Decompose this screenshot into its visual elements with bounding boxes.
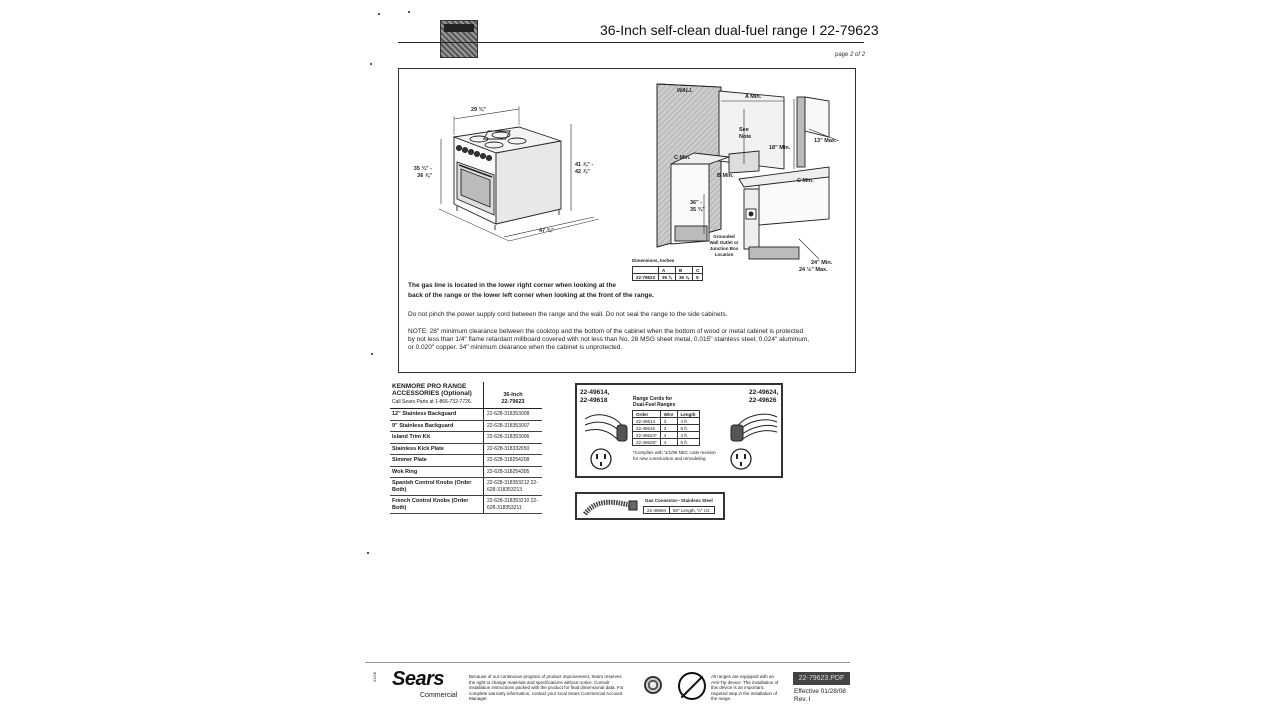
gas-line-note-2: back of the range or the lower left corner when looking at the front of the range.	[408, 292, 654, 299]
anti-tip-icon	[678, 672, 706, 700]
eighteen-min-label: 18" Min.	[769, 145, 791, 151]
cords-cell: 4	[660, 439, 677, 446]
accessories-header-left	[390, 382, 484, 408]
scan-speck	[378, 13, 380, 15]
table-row	[390, 496, 542, 514]
gas-connector-title: Gas Connector– Stainless Steel	[645, 498, 713, 503]
kenmore-pro-logo	[440, 20, 478, 58]
gas-connector-box	[575, 492, 725, 520]
clearance-note-1: NOTE: 28" minimum clearance between the cooktop and the bottom of the cabinet when the bottom of wood or metal cabinet is protected	[408, 328, 804, 335]
footer-code: 01/08	[372, 671, 377, 682]
table-row	[390, 444, 542, 456]
cords-header-cell: Order	[633, 411, 661, 418]
cords-subtitle	[633, 396, 675, 408]
accessory-part: 22-628-318332650	[487, 445, 530, 452]
c-min-left-label: C Min.	[674, 155, 691, 161]
outlet-label-2: Wall Outlet or	[709, 240, 739, 245]
height-label-1: 36" -	[690, 200, 703, 206]
thirteen-max-label: 13" Max.	[814, 138, 837, 144]
dims-cell: 22-79623	[633, 274, 659, 281]
accessory-part: 22-628-318353007	[487, 422, 530, 429]
clearance-note-3: or 0.020" copper. 34" minimum clearance when the cabinet is unprotected.	[408, 344, 623, 351]
range-width-label: 29 ¾"	[471, 107, 486, 113]
dimensions-caption: Dimensions, Inches	[632, 258, 675, 263]
accessories-title-1: KENMORE PRO RANGE	[392, 383, 467, 390]
dims-cell: 36 ⅞	[676, 274, 693, 281]
pinch-note: Do not pinch the power supply cord between the range and the wall. Do not seal the range to the side cabinets.	[408, 311, 728, 318]
dims-header-cell: C	[693, 267, 703, 274]
accessories-call: Call Sears Parts at 1-866-732-7726.	[392, 399, 473, 405]
range-height-right-1: 41 ⅞" -	[575, 162, 594, 168]
sears-logo: Sears	[392, 668, 444, 690]
accessory-part: 22-628-318254305	[487, 468, 530, 475]
cords-cell: 6 ft.	[677, 439, 699, 446]
footer-disclaimer: Because of our continuous program of product improvement, Sears reserves the right to change materials and specifications without notice. Consult installation instructions packed with the product for final dimensional data. For complete warranty information, contact your local Sears Commercial Account Manager.	[469, 674, 624, 701]
see-note-label-1: See	[739, 127, 749, 133]
table-row	[390, 409, 542, 421]
range-height-left-2: 36 ⅞"	[417, 173, 432, 179]
pdf-badge: 22-79623.PDF	[793, 672, 850, 685]
range-height-left-1: 35 ¾" -	[413, 166, 432, 172]
accessory-name: 9" Stainless Backguard	[390, 421, 484, 432]
cords-left-label-2: 22-49618	[580, 397, 608, 404]
outlet-label-4: Location	[714, 252, 734, 257]
sears-commercial-label: Commercial	[420, 692, 458, 699]
cords-header-cell: Length	[677, 411, 699, 418]
a-min-label: A Min.	[745, 94, 762, 100]
range-depth-label: 47 ¾"	[539, 228, 554, 234]
accessory-name: Island Trim Kit	[390, 432, 484, 443]
effective-date	[794, 688, 846, 704]
accessory-part: 22-628-318254208	[487, 457, 530, 463]
outlet-label-3: Junction Box	[709, 246, 739, 251]
table-row	[390, 432, 542, 444]
scan-speck	[408, 11, 410, 13]
accessory-name: 12" Stainless Backguard	[390, 409, 484, 420]
dims-cell: 9	[693, 274, 703, 281]
dimensions-table	[632, 266, 703, 281]
accessory-part: 22-628-318353212 22-628-318353213	[487, 480, 538, 493]
cords-cell: 4 ft.	[677, 418, 699, 425]
accessories-header	[390, 382, 542, 409]
cords-cell: 3	[660, 418, 677, 425]
cords-cell: 3	[660, 425, 677, 432]
depth-min-label: 24" Min.	[811, 260, 833, 266]
range-cords-box	[575, 383, 783, 478]
cords-left-label-1: 22-49614,	[580, 389, 610, 396]
scan-speck	[367, 552, 369, 554]
header-divider	[398, 42, 864, 43]
gas-order-cell: 22-49694	[644, 507, 670, 514]
accessory-name: French Control Knobs (Order Both)	[390, 496, 484, 513]
gas-spec-cell: 60" Length, ½" I.D.	[670, 507, 715, 514]
certification-seal-icon	[644, 676, 662, 694]
accessory-part: 22-628-318353006	[487, 434, 530, 440]
clearance-note-2: by not less than 1/4" flame retardant millboard covered with not less than No. 28 MSG sheet metal, 0.015" stainless steel, 0.024" aluminum,	[408, 336, 810, 343]
dims-header-cell	[633, 267, 659, 274]
scan-speck	[371, 353, 373, 355]
cords-cell: 4 ft.	[677, 432, 699, 439]
cords-right-label-2: 22-49626	[749, 397, 777, 404]
gas-connector-table	[643, 506, 715, 514]
cords-cell: 22-49616	[633, 425, 661, 432]
range-cord-4wire-illustration	[725, 409, 781, 475]
cords-cell: 22-49614	[633, 418, 661, 425]
accessories-header-right	[484, 382, 542, 408]
wall-label: WALL	[677, 88, 693, 94]
table-row	[390, 421, 542, 433]
footer-divider	[365, 662, 850, 663]
cords-table	[632, 410, 700, 446]
accessory-part: 22-628-318353008	[487, 411, 530, 417]
b-min-label: B Min.	[717, 173, 734, 179]
dims-header-cell: B	[676, 267, 693, 274]
dims-cell: 35 ¾	[659, 274, 676, 281]
range-height-right-2: 42 ⅞"	[575, 169, 590, 175]
accessories-title-2: ACCESSORIES (Optional)	[392, 390, 472, 397]
gas-connector-illustration	[581, 496, 641, 518]
cords-subtitle-1: Range Cords for	[633, 396, 673, 402]
c-min-right-label: C Min.	[797, 178, 814, 184]
height-label-2: 35 ¾"	[690, 207, 705, 213]
accessories-col-2: 22-79623	[501, 399, 525, 405]
range-cord-3wire-illustration	[579, 409, 631, 475]
anti-tip-text: All ranges are equipped with an Anti-Tip device. The installation of this device is an important, required step in the installation of the range.	[711, 674, 779, 701]
accessory-name: Spanish Control Knobs (Order Both)	[390, 478, 484, 495]
table-row	[390, 455, 542, 467]
scan-speck	[370, 63, 372, 65]
installation-drawing	[657, 84, 839, 259]
cords-note: *Complies with '1/1/96 NEC code revision for new construction and remodeling	[633, 450, 716, 461]
accessory-name: Stainless Kick Plate	[390, 444, 484, 455]
effective-date-text: Effective 01/28/08	[794, 688, 846, 695]
page-number: page 2 of 2	[835, 52, 866, 58]
gas-line-note-1: The gas line is located in the lower right corner when looking at the	[408, 282, 617, 289]
table-row	[390, 467, 542, 479]
accessory-name: Wok Ring	[390, 467, 484, 478]
cords-cell: 6 ft.	[677, 425, 699, 432]
dims-header-cell: A	[659, 267, 676, 274]
cords-cell: 4	[660, 432, 677, 439]
accessories-col-1: 36-Inch	[503, 392, 523, 398]
outlet-label-1: Grounded	[713, 234, 735, 239]
revision-text: Rev. I	[794, 696, 811, 703]
cords-cell: 22-49624*	[633, 432, 661, 439]
accessory-part: 22-628-318353210 22-628-318353211	[487, 498, 538, 511]
accessory-name: Simmer Plate	[390, 455, 484, 466]
accessories-table	[390, 382, 542, 514]
cords-right-label-1: 22-49624,	[749, 389, 779, 396]
table-row	[390, 478, 542, 496]
see-note-label-2: Note	[739, 134, 752, 140]
cords-header-cell: Wire	[660, 411, 677, 418]
cords-cell: 22-49626*	[633, 439, 661, 446]
depth-max-label: 24 ½" Max.	[799, 267, 828, 273]
page-title: 36-Inch self-clean dual-fuel range I 22-79623	[600, 22, 879, 38]
cords-subtitle-2: Dual-Fuel Ranges	[633, 402, 676, 408]
